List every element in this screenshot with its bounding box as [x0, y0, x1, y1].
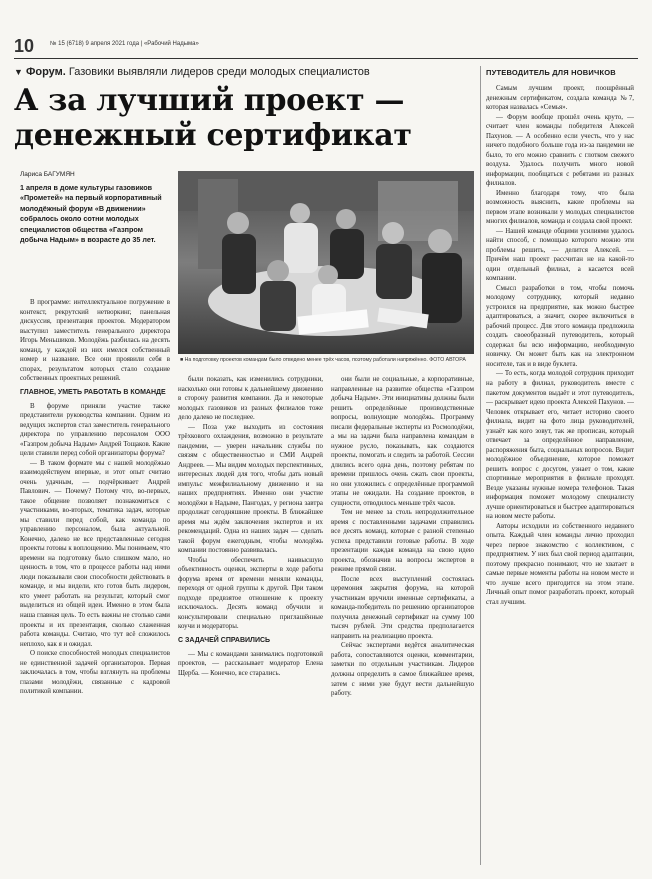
- paragraph: В форуме приняли участие также представители руководства компании. Одним из ведущих экспертов стал заместитель генерального директора по управлению персоналом ООО «Газпром добыча Надым» Андрей Тощаков. Какие цели ставили перед собой организаторы форума?: [20, 402, 170, 458]
- paragraph: — Форум вообще прошёл очень круто, — считает член команды победителя Алексей Пахунов. — А особенно если учесть, что у нас ничего подобного больше года из-за пандемии не было, то его можно сравнить с глотком свежего воздуха. Удалось получить много новой информации, пообщаться с ребятами из разных филиалов.: [486, 113, 634, 188]
- paragraph: Смысл разработки в том, чтобы помочь молодому сотруднику, который недавно устроился на предприятие, как можно быстрее адаптироваться, а значит, скорее включиться в рабочий процесс. Для этого команда предложила создать своеобразный путеводитель, который содержал бы всю информацию, необходимую новичку. Он может быть как на электронном носителе, так и в виде буклета.: [486, 284, 634, 368]
- article-column-3: [331, 375, 474, 867]
- rubric-section: Форум.: [25, 66, 66, 78]
- paragraph: Тем не менее за столь непродолжительное время с поставленными задачами справились все десять команд, которые с разной степенью успеха представили готовые работы. В ходе презентации каждая команда на свою идею проекта, обозначив на вопросы экспертов в режиме прямой связи.: [331, 509, 474, 574]
- article-column-1: [20, 298, 170, 864]
- article-column-2: [178, 375, 323, 867]
- article-photo: [178, 171, 474, 354]
- title-line-1: А за лучший проект —: [14, 83, 405, 118]
- paragraph: — То есть, когда молодой сотрудник приходит на работу в филиал, руководитель вместе с пакетом документов выдаёт и этот путеводитель, — раскрывает идею проекта Алексей Пахунов. — Человек открывает его, читает историю своего филиала, видит на фото лица руководителей, узнаёт как кого зовут, так же прописан, который отвечает за определённое направление, распоряжения быта, социальных вопросов. Видит молодёжное объединение, которое поможет решить вопрос с досугом, узнает о том, какие спортивные мероприятия в филиале проходят. Везде указаны нужные номера телефонов. Такая информация поможет молодому специалисту лучше ориентироваться и быстрее адаптироваться на новом месте работы.: [486, 370, 634, 521]
- photo-caption: ■ На подготовку проектов командам было отведено менее трёх часов, поэтому работали напряжённо. ФОТО АВТОРА: [180, 357, 466, 363]
- subheading: С ЗАДАЧЕЙ СПРАВИЛИСЬ: [178, 636, 271, 644]
- issue-line: № 15 (6718) 9 апреля 2021 года | «Рабочий Надыма»: [50, 41, 199, 47]
- subheading: ГЛАВНОЕ, УМЕТЬ РАБОТАТЬ В КОМАНДЕ: [20, 388, 166, 396]
- sidebar-column: [486, 84, 634, 869]
- paragraph: Сейчас экспертами ведётся аналитическая работа, сопоставляются оценки, комментарии, заметки по отдельным участникам. Лидеров должны определить в самое ближайшее время, затем с ними уже будут вести дальнейшую работу.: [331, 642, 474, 698]
- paragraph: — В таком формате мы с нашей молодёжью взаимодействуем впервые, и этот опыт считаю очень удачным, — подчёркивает Андрей Павлович. — Почему? Потому что, во-первых, такое общение позволяет познакомиться с участниками, во-вторых, тематика задач, которые мы ставили перед собой, как команда по управлению персоналом, была актуальной. Конечно, далеко не все представленные сегодня проекты готовы к воплощению. Мы понимаем, что времени на подготовку было слишком мало, но ценность в том, что в процессе работы над ними люди показывали свои способности действовать в команде, и мы видели, кто готов быть лидером, кто умеет работать на результат, который смог выделиться из общей идеи. Именно в этом была наша главная цель. То есть важны не столько сами проекты и их презентация, сколько слаженная работа команды. Считаю, что тут всё сложилось неплохо, как я и ожидал.: [20, 459, 170, 648]
- title-line-2: денежный сертификат: [14, 118, 412, 153]
- paragraph: были показать, как изменились сотрудники, насколько они готовы к дальнейшему движению в сторону развития компании. Да и некоторые молодых газовиков из разных филиалов тоже дело далеко не последнее.: [178, 376, 323, 422]
- paragraph: В программе: интеллектуальное погружение в контекст, рекрутский нетворкинг, панельная дискуссия, презентация проектов. Модератором выступил заместитель генерального директора Игорь Меньшиков. Молодёжь разбилась на десять команд, у каждой из них имелся собственный номер и название. Все они проявили себя в спорах, результатом которых стало создание собственных проектных решений.: [20, 299, 170, 383]
- paragraph: После всех выступлений состоялась церемония закрытия форума, на которой участникам вручили именные сертификаты, а команда-победитель по решению организаторов получила денежный сертификат на сумму 100 тысяч рублей. Эти средства предполагается направить на реализацию проекта.: [331, 575, 474, 640]
- paragraph: — Нашей команде общими усилиями удалось найти способ, с помощью которого можно эти проблемы решить, — делится Алексей. — Причём наш проект рассчитан не на какой-то один отдельный филиал, а касается всей компании.: [486, 227, 634, 283]
- paragraph: Чтобы обеспечить наивысшую объективность оценки, эксперты в ходе работы форума время от времени меняли команды, переходя от одной группы к другой. При таком подходе предвзятое отношение к проекту исключалось. Десять команд обучили и консультировали специально приглашённые коучи и модераторы.: [178, 556, 323, 631]
- triangle-marker-icon: ▼: [14, 67, 23, 77]
- paragraph: О поиске способностей молодых специалистов не единственной задачей организаторов. Первая заключалась в том, чтобы взглянуть на проблемы глазами молодёжи, связанные с кадровой политикой компании.: [20, 650, 170, 696]
- article-title: [14, 83, 474, 153]
- section-rubric: [14, 66, 370, 78]
- author-byline: Лариса БАГУМЯН: [20, 171, 75, 178]
- header-rule: [14, 58, 638, 59]
- sidebar-rubric: ПУТЕВОДИТЕЛЬ ДЛЯ НОВИЧКОВ: [486, 68, 616, 77]
- paragraph: Самым лучшим проект, поощрённый денежным сертификатом, создала команда №7, которая назвалась «Семья».: [486, 85, 634, 112]
- paragraph: они были не социальные, а корпоративные, направленные на развитие общества «Газпром добыча Надым». Эти инициативы должны были решить определённые производственные вопросы, волнующие молодёжь. Программу писали федеральные эксперты из Росмолодёжи, а мы на задачи была направлена командам в нужное русло, показывать, как создаются проекты, помогать и следить за работой. Сессии длились всего одна день, поэтому ребятам по времени пришлось очень сжать свои проекты, но они уложились с определённые программой этапы не ожидали. На создание проектов, в сущности, отводилось меньше трёх часов.: [331, 376, 474, 507]
- paragraph: — Мы с командами занимались подготовкой проектов, — рассказывает модератор Елена Щерба. — Конечно, все старались.: [178, 650, 323, 677]
- paragraph: Именно благодаря тому, что была возможность выяснить, какие проблемы на первом этапе возникали у молодых специалистов многих филиалов, команда и создала свой проект.: [486, 189, 634, 226]
- paragraph: Авторы исходили из собственного недавнего опыта. Каждый член команды лично проходил через первое знакомство с коллективом, с предприятием. У них был свой период адаптации, поэтому прекрасно понимают, что не хватает в самые первые моменты работы на новом месте и что лучше всего пригодится на этом этапе. Личный опыт помог разработать проект, который стал лучшим.: [486, 522, 634, 606]
- article-lead: 1 апреля в доме культуры газовиков «Прометей» на первый корпоративный молодёжный форум «В движении» собралось около сотни молодых специалистов общества «Газпром добыча Надым» в возрасте до 35 лет.: [20, 183, 162, 245]
- column-divider: [480, 66, 481, 865]
- paragraph: — Поза уже выходить из состояния трёхкового охлаждения, возможно в результате пандемии, — уверен начальник службы по связям с общественностью и СМИ Андрей Андреев. — Мы видим молодых перспективных, интересных людей для того, чтобы дать новый импульс межфилиальному движению и на наших предприятиях. Именно они участие молодёжи в Надыме, Пангодах, у региона завтра продолжат сегодняшние проекты. В ближайшее время мы ждём заключения экспертов и их рекомендаций. Одна из наших задач — сделать такой форум ежегодным, чтобы молодёжь компании постоянно развивалась.: [178, 423, 323, 555]
- page-number: 10: [14, 36, 35, 56]
- rubric-subtitle: Газовики выявляли лидеров среди молодых специалистов: [68, 66, 370, 78]
